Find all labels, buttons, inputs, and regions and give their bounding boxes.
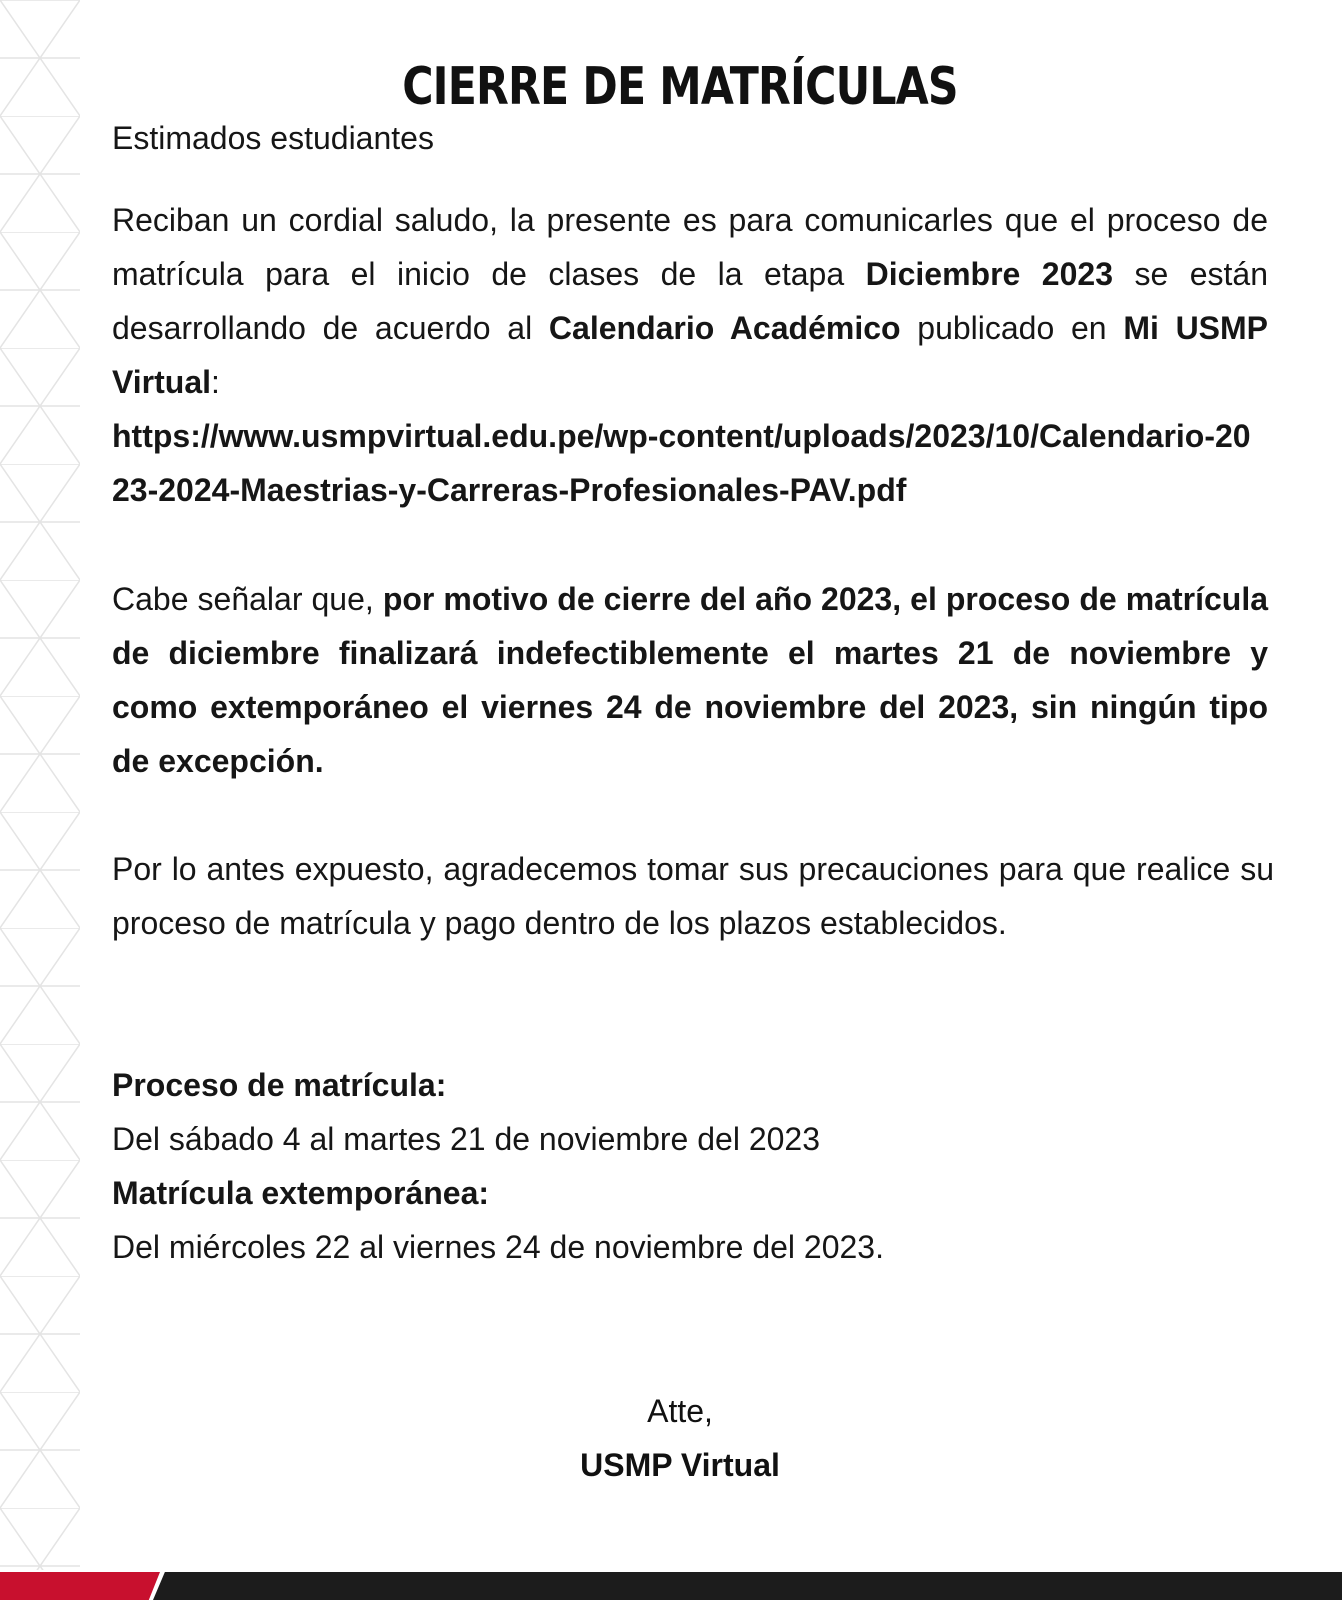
process-label: Proceso de matrícula: <box>112 1067 447 1103</box>
bold-text: Mi USMP Virtual <box>112 310 1269 400</box>
closing-text: Atte, <box>647 1393 713 1429</box>
greeting: Estimados estudiantes <box>112 120 434 156</box>
text: se están desarrollando de acuerdo al <box>112 256 1269 346</box>
signature <box>112 1384 1248 1492</box>
calendar-link[interactable]: https://www.usmpvirtual.edu.pe/wp-content/uploads/2023/10/Calendario-2023-2024-Maestrias-y-Carreras-Profesionales-PAV.pdf <box>112 418 1251 508</box>
bold-text: por motivo de cierre del año 2023, el proceso de matrícula de diciembre finalizará indefectiblemente el martes 21 de noviembre y como extemporáneo el viernes 24 de noviembre del 2023, sin ningún tipo de excepción. <box>112 581 1269 779</box>
footer-bar <box>153 1572 1342 1600</box>
process-dates: Del sábado 4 al martes 21 de noviembre del 2023 <box>112 1121 820 1157</box>
text: : <box>211 364 220 400</box>
bold-text: Calendario Académico <box>548 310 901 346</box>
triangle-pattern-decoration <box>0 0 80 1570</box>
late-enrollment-dates: Del miércoles 22 al viernes 24 de noviembre del 2023. <box>112 1229 884 1265</box>
schedule-section <box>112 1058 1212 1274</box>
late-enrollment-label: Matrícula extemporánea: <box>112 1175 490 1211</box>
paragraph-precautions: Por lo antes expuesto, agradecemos tomar sus precauciones para que realice su proceso de matrícula y pago dentro de los plazos establecidos. <box>112 851 1274 941</box>
footer-accent-bar <box>0 1572 160 1600</box>
paragraph-enrollment-process <box>112 193 1268 517</box>
page-title: CIERRE DE MATRÍCULAS <box>402 56 958 117</box>
bold-text: Diciembre 2023 <box>865 256 1113 292</box>
text: publicado en <box>900 310 1124 346</box>
paragraph-deadline <box>112 572 1268 788</box>
signature-org: USMP Virtual <box>580 1447 780 1483</box>
text: Cabe señalar que, <box>112 581 383 617</box>
text: Reciban un cordial saludo, la presente es para comunicarles que el proceso de matrícula para el inicio de clases de la etapa <box>112 202 1268 292</box>
